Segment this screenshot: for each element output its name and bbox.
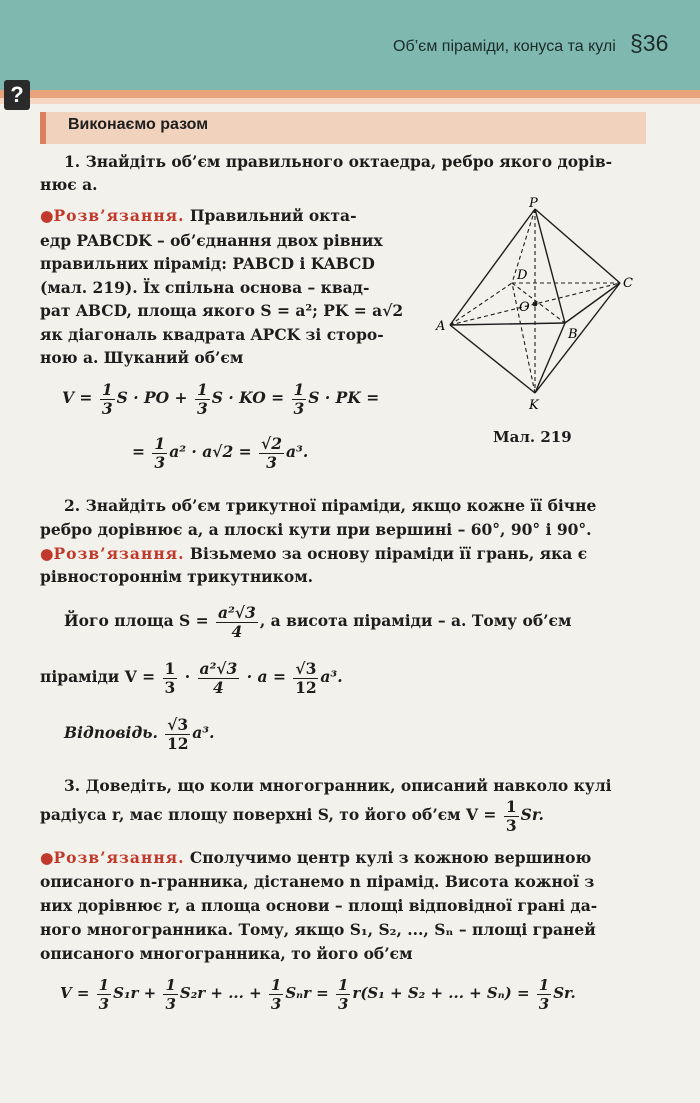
problem2-line2: ребро дорівнює a, а плоскі кути при вершині – 60°, 90° і 90°. [40,520,592,539]
problem1-solution-line3: правильних пірамід: PABCD і KABCD [40,254,375,273]
problem3-line2: радіуса r, має площу поверхні S, то його об’єм V = $\frac{1}{3}$ Sr. [40,796,544,835]
solution-label: Розв’язання. [53,206,185,225]
problem3-line1: 3. Доведіть, що коли многогранник, описаний навколо кулі [64,776,612,795]
problem3-solution-line3: них дорівнює r, а площа основи – площі відповідної грані да- [40,896,598,915]
header-stripe-light [0,98,700,104]
label-B: B [568,327,578,342]
problem1-solution-line6: як діагональ квадрата APCK зі сторо- [40,325,384,344]
section-heading-text: Виконаємо разом [68,116,209,133]
octahedron-figure [430,195,640,415]
label-A: A [436,319,446,334]
problem2-answer: Відповідь. $\frac{√3}{12}$ a³. [64,714,215,753]
figure-caption: Мал. 219 [493,428,572,446]
problem1-line2: нює a. [40,175,98,194]
problem1-solution-line7: ною a. Шуканий об’єм [40,348,244,367]
solution-label: Розв’язання. [53,848,185,867]
problem1-solution-line4: (мал. 219). Їх спільна основа – квад- [40,278,370,297]
solution-label: Розв’язання. [53,544,185,563]
problem2-volume: піраміди V = $\frac{1}{3}$ · $\frac{\text{a²√3}}{4}$ · a = $\frac{√3}{12}$ a³. [40,658,343,697]
label-C: C [623,276,633,291]
problem3-solution-line2: описаного n-гранника, дістанемо n пірамід. Висота кожної з [40,872,595,891]
section-number: §36 [630,30,669,56]
question-badge-icon: ? [4,80,30,110]
label-P: P [529,196,538,211]
problem1-line1: 1. Знайдіть об’єм правильного октаедра, ребро якого дорів- [64,152,613,171]
label-O: O [519,300,530,315]
answer-label: Відповідь. [64,723,158,742]
problem2-solution-line2: рівностороннім трикутником. [40,567,314,586]
problem2-line1: 2. Знайдіть об’єм трикутної піраміди, якщо кожне її бічне [64,496,597,515]
problem1-solution-line2: едр PABCDK – об’єднання двох рівних [40,231,383,250]
label-K: K [529,398,539,413]
label-D: D [517,268,528,283]
problem2-solution-line1: ●Розв’язання. Візьмемо за основу піраміди її грань, яка є [40,544,588,563]
problem3-formula: V = $\frac{1}{3}$ S₁r + $\frac{1}{3}$ S₂r + ... + $\frac{1}{3}$ Sₙr = $\frac{1}{3}$ r(S₁ + S₂ + ... + Sₙ) = $\frac{1}{3}$ Sr. [60,975,576,1013]
problem1-formula1: V = $\frac{1}{3}$ S · PO + $\frac{1}{3}$ S · KO = $\frac{1}{3}$ S · PK = [62,379,380,418]
problem1-solution-line1: ●Розв’язання. Правильний окта- [40,206,357,225]
problem1-formula2: = $\frac{1}{3}$ a² · a√2 = $\frac{√2}{3}$ a³. [132,433,309,472]
problem3-solution-line1: ●Розв’язання. Сполучимо центр кулі з кожною вершиною [40,848,592,867]
running-title: Об’єм піраміди, конуса та кулі [393,38,616,55]
problem3-solution-line4: ного многогранника. Тому, якщо S₁, S₂, ..., Sₙ – площі граней [40,920,596,939]
problem2-area: Його площа S = $\frac{\text{a²√3}}{4}$ , а висота піраміди – a. Тому об’єм [64,602,572,641]
header-stripe [0,90,700,98]
problem1-solution-line5: рат ABCD, площа якого S = a²; PK = a√2 [40,301,404,320]
section-heading [40,112,646,144]
problem3-solution-line5: описаного многогранника, то його об’єм [40,944,413,963]
